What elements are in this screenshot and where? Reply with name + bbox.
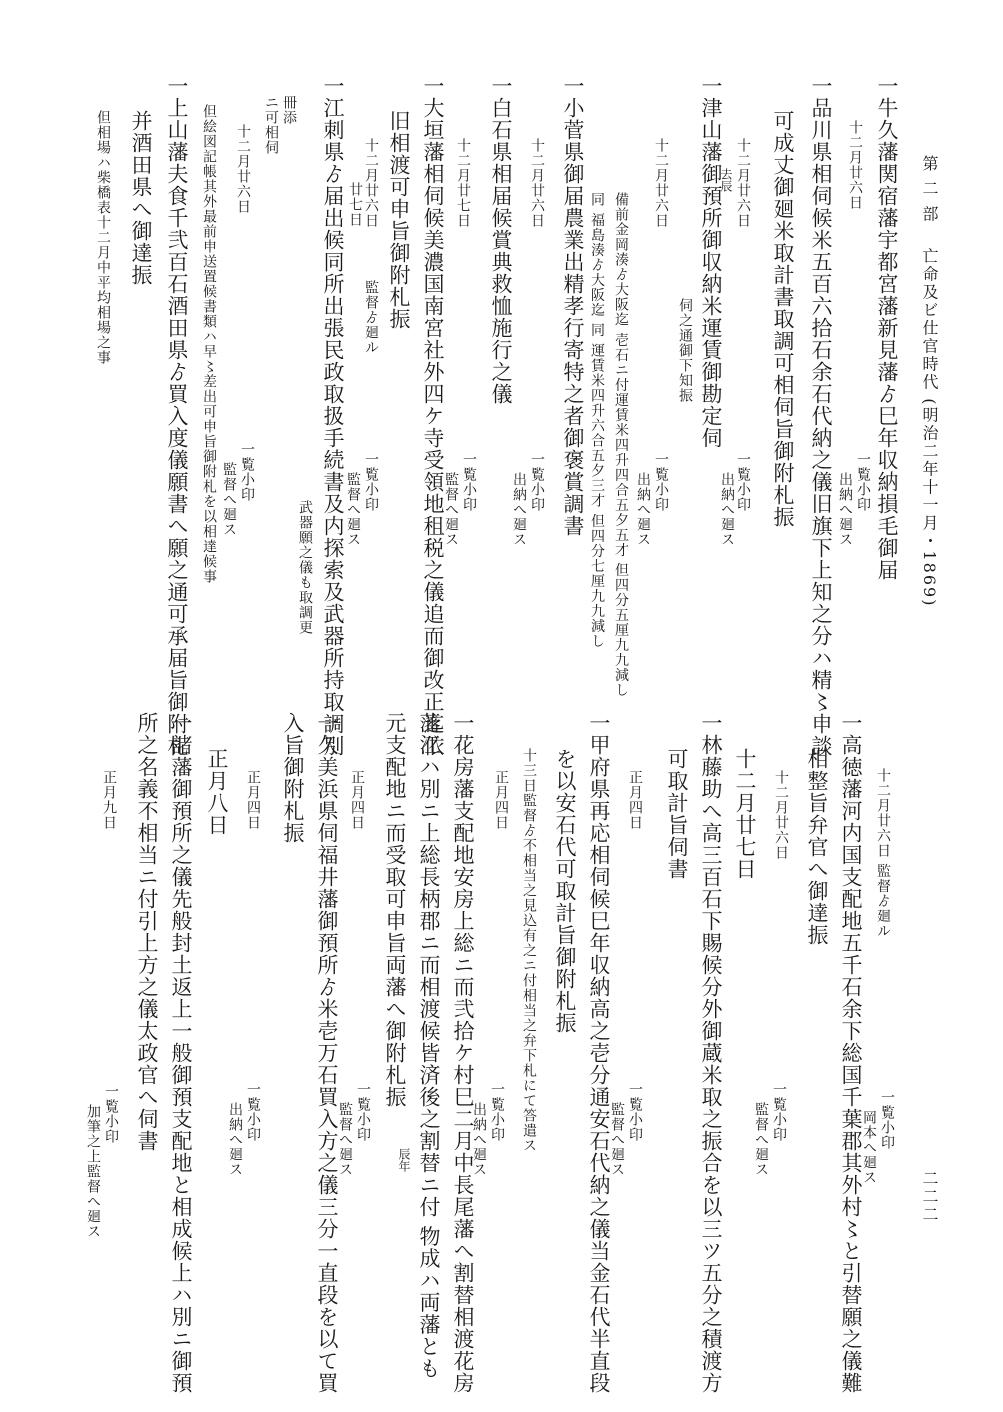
- text-column: 出納へ廻ス: [635, 472, 651, 547]
- text-column: 監督へ廻ス: [753, 1102, 769, 1177]
- text-column: 元支配地ニ而受取可申旨両藩へ御附札振: [383, 712, 407, 1108]
- text-column: 十二月廿六日 監督ゟ廻ル: [875, 768, 891, 939]
- text-column: 監督へ廻ス: [443, 472, 459, 547]
- text-column: 正月四日: [627, 770, 643, 830]
- part-label: 第 二 部: [920, 155, 939, 224]
- text-column: 備前金岡湊ゟ大阪迄 壱石ニ付運賃米四升四合五夕五才 但四分五厘九九減し: [613, 192, 629, 698]
- text-column: 出納へ廻ス: [719, 472, 735, 547]
- text-column: 一覧小印: [879, 1090, 895, 1150]
- text-column: 一牛久藩関宿藩宇都宮藩新見藩ゟ巳年収納損毛御届: [875, 75, 899, 581]
- text-column: 正月四日: [349, 770, 365, 830]
- text-column: 一上山藩夫食千弐百石酒田県ゟ買入度儀願書へ願之通可承届旨御附札: [165, 75, 189, 757]
- text-column: 正月九日: [101, 770, 117, 830]
- text-column: 但絵図記帳其外最前申送置候書類ハ早〻差出可申旨御附札を以相達候事: [201, 104, 217, 584]
- text-column: 相整旨弁官へ御達振: [805, 748, 829, 946]
- text-column: 一甲府県再応相伺候巳年収納高之壱分通安石代納之儀当金石代半直段: [587, 712, 611, 1394]
- text-column: 一覧小印: [363, 452, 379, 512]
- text-column: 正月八日: [205, 748, 229, 836]
- text-column: 出納へ廻ス: [837, 472, 853, 547]
- text-column: 一覧小印: [529, 452, 545, 512]
- text-column: 伺之通御下知振: [677, 298, 693, 403]
- text-column: 出納へ廻ス: [511, 472, 527, 547]
- text-column: 一覧小印: [245, 1082, 261, 1142]
- text-column: 同 福島湊ゟ大阪迄 同 運賃米四升六合五夕三才 但四分七厘九九減し: [589, 192, 605, 649]
- text-column: 冊添: [281, 95, 297, 125]
- text-column: 入旨御附札振: [281, 712, 305, 844]
- text-column: 一諸藩御預所之儀先般封土返上一般御預支配地と相成候上ハ別ニ御預: [169, 712, 193, 1394]
- text-column: 一覧小印: [489, 1082, 505, 1142]
- text-column: 一津山藩御預所御収納米運賃御勘定伺: [699, 75, 723, 449]
- text-column: 監督へ廻ス: [345, 472, 361, 547]
- text-column: 出納へ廻ス: [227, 1102, 243, 1177]
- text-column: 一覧小印: [103, 1084, 119, 1144]
- text-column: 一大垣藩相伺候美濃国南宮社外四ケ寺受領地租税之儀追而御改正迄依: [421, 75, 445, 757]
- text-column: 所之名義不相当ニ付引上方之儀太政官へ伺書: [135, 712, 159, 1152]
- text-column: ニ可相伺: [263, 95, 279, 155]
- text-column: 出納へ廻ス: [471, 1102, 487, 1177]
- text-column: 一覧小印: [771, 1082, 787, 1142]
- text-column: 廿七日: [347, 182, 363, 227]
- text-column: 一覧小印: [735, 452, 751, 512]
- text-column: 監督ゟ廻ル: [363, 280, 379, 355]
- text-column: 十二月廿七日: [733, 748, 757, 880]
- text-column: 一覧小印: [239, 442, 255, 502]
- text-column: 一覧小印: [653, 452, 669, 512]
- text-column: 藩江ハ別ニ上総長柄郡ニ而相渡候皆済後之割替ニ付 物成ハ両藩とも: [417, 712, 441, 1380]
- text-column: 一高徳藩河内国支配地五千石余下総国千葉郡其外村〻と引替願之儀難: [839, 712, 863, 1394]
- page-number: 二二二: [920, 1170, 939, 1224]
- text-column: 一久美浜県伺福井藩御預所ゟ米壱万石買入方之儀三分一直段を以て買: [315, 712, 339, 1394]
- text-column: 十二月廿六日: [363, 138, 379, 228]
- text-column: 一品川県相伺候米五百六拾石余石代納之儀旧旗下上知之分ハ精〻申談: [809, 75, 833, 757]
- text-column: 辰年: [397, 1148, 411, 1172]
- text-column: 十二月廿七日: [455, 138, 471, 228]
- text-column: 可取計旨伺書: [665, 748, 689, 880]
- text-column: 岡本へ廻ス: [861, 1110, 877, 1185]
- text-column: 去辰: [719, 168, 733, 192]
- text-column: 一小菅県御届農業出精孝行寄特之者御褒賞調書: [561, 75, 585, 537]
- running-header: [918, 155, 941, 675]
- text-column: 正月四日: [493, 770, 509, 830]
- text-column: 十三日監督ゟ不相当之見込有之ニ付相当之弁下札にて答遣ス: [521, 748, 537, 1153]
- text-column: 正月四日: [245, 770, 261, 830]
- text-column: 監督へ廻ス: [221, 462, 237, 537]
- text-column: 一覧小印: [627, 1082, 643, 1142]
- text-column: 一江刺県ゟ届出候同所出張民政取扱手続書及内探索及武器所持取調別: [321, 75, 345, 757]
- text-column: 但相場ハ柴橋表十二月中平均相場之事: [95, 110, 111, 365]
- text-column: 武器願之儀も取調更: [297, 500, 313, 635]
- text-column: を以安石代可取計旨御附札振: [553, 748, 577, 1034]
- text-column: 旧相渡可申旨御附札振: [387, 110, 411, 330]
- chapter-title: 亡命及ビ仕官時代 (明治二年十一月・1869): [920, 247, 939, 608]
- text-column: 一林藤助へ高三百石下賜候分外御蔵米取之振合を以三ツ五分之積渡方: [699, 712, 723, 1394]
- text-column: 一白石県相届候賞典救恤施行之儀: [489, 75, 513, 405]
- text-column: 監督へ廻ス: [609, 1102, 625, 1177]
- text-column: 一覧小印: [855, 452, 871, 512]
- text-column: 監督へ廻ス: [337, 1102, 353, 1177]
- text-column: 并酒田県へ御達振: [129, 110, 153, 286]
- text-column: 十二月廿六日: [773, 770, 789, 860]
- text-column: 十二月廿六日: [653, 138, 669, 228]
- text-column: 一覧小印: [355, 1082, 371, 1142]
- text-column: 十二月廿六日: [529, 138, 545, 228]
- text-column: 可成丈御廻米取計書取調可相伺旨御附札振: [771, 110, 795, 528]
- text-column: 加筆之上監督へ廻ス: [85, 1104, 101, 1239]
- text-column: 一花房藩支配地安房上総ニ而弐拾ケ村巳二月中長尾藩へ割替相渡花房: [451, 712, 475, 1394]
- text-column: 十二月廿六日: [847, 120, 863, 210]
- text-column: 一覧小印: [461, 452, 477, 512]
- text-column: 十二月廿六日: [235, 124, 251, 214]
- text-column: 十二月廿六日: [735, 138, 751, 228]
